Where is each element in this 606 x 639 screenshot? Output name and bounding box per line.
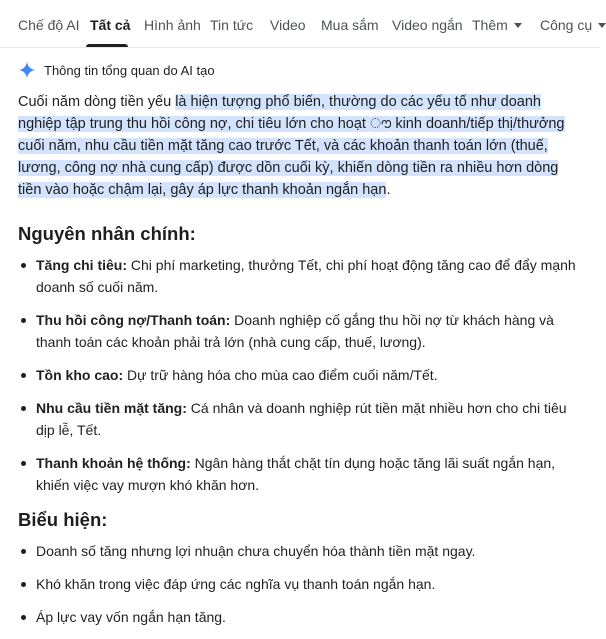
signs-list: [18, 540, 584, 628]
tab-more[interactable]: [472, 17, 522, 33]
item-text: Ngân hàng thắt chặt tín dụng hoặc tăng lãi suất ngắn hạn, khiến việc vay mượn khó khăn hơn.: [36, 455, 556, 493]
item-title: Tồn kho cao:: [36, 367, 124, 383]
list-item: [18, 254, 584, 298]
item-text: Khó khăn trong việc đáp ứng các nghĩa vụ thanh toán ngắn hạn.: [36, 576, 436, 592]
tab-news[interactable]: Tin tức: [210, 17, 254, 33]
ai-overview-header: [18, 59, 215, 81]
item-text: Doanh số tăng nhưng lợi nhuận chưa chuyển hóa thành tiền mặt ngay.: [36, 543, 476, 559]
ai-overview-summary: [18, 91, 584, 201]
gemini-spark-icon: [18, 61, 36, 79]
item-title: Nhu cầu tiền mặt tăng:: [36, 400, 187, 416]
item-title: Thanh khoản hệ thống:: [36, 455, 191, 471]
search-tabs: [0, 0, 600, 48]
item-text: Áp lực vay vốn ngắn hạn tăng.: [36, 609, 226, 625]
tab-ai-mode[interactable]: Chế độ AI: [18, 17, 80, 33]
summary-period: .: [386, 182, 391, 198]
active-tab-indicator: [86, 44, 128, 47]
tab-tools-label: Công cụ: [540, 17, 593, 33]
item-text: Chi phí marketing, thưởng Tết, chi phí hoạt động tăng cao để đẩy mạnh doanh số cuối năm.: [36, 257, 576, 295]
list-item: [18, 397, 584, 441]
list-item: [18, 606, 584, 628]
item-title: Tăng chi tiêu:: [36, 257, 127, 273]
tab-all[interactable]: Tất cả: [90, 17, 131, 33]
tab-tools[interactable]: [540, 17, 606, 33]
summary-subject: Cuối năm dòng tiền yếu: [18, 94, 176, 110]
item-text: Dự trữ hàng hóa cho mùa cao điểm cuối năm/Tết.: [123, 367, 438, 383]
causes-list: [18, 254, 584, 496]
ai-overview-title: Thông tin tổng quan do AI tạo: [44, 62, 215, 78]
chevron-down-icon: [514, 23, 522, 28]
tab-more-label: Thêm: [472, 17, 508, 33]
list-item: [18, 309, 584, 353]
tab-shopping[interactable]: Mua sắm: [321, 17, 379, 33]
item-text: Doanh nghiệp cố gắng thu hồi nợ từ khách hàng và thanh toán các khoản phải trả lớn (nhà cung cấp, thuế, lương).: [36, 312, 554, 350]
causes-heading: Nguyên nhân chính:: [18, 223, 196, 244]
list-item: [18, 540, 584, 562]
summary-highlight-2: kinh doanh/tiếp thị/thưởng cuối năm, nhu cầu tiền mặt tăng cao trước Tết, và các khoản thanh toán lớn (thuế, lương, công nợ nhà cung cấp) được dồn cuối kỳ, khiến dòng tiền ra nhiều hơn dòng tiền vào hoặc chậm lại, gây áp lực thanh khoản ngắn hạn: [18, 116, 565, 198]
ai-overview-content: [18, 91, 584, 639]
tab-images[interactable]: Hình ảnh: [144, 17, 201, 33]
summary-highlight-1: là hiện tượng phổ biến, thường do các yếu tố như doanh nghiệp tập trung thu hồi công nợ, chi tiêu lớn cho hoạt: [18, 94, 541, 132]
list-item: [18, 573, 584, 595]
tab-short-videos[interactable]: Video ngắn: [392, 17, 463, 33]
summary-glyph: ൗ: [369, 116, 392, 132]
list-item: [18, 364, 584, 386]
item-text: Cá nhân và doanh nghiệp rút tiền mặt nhiều hơn cho chi tiêu dịp lễ, Tết.: [36, 400, 567, 438]
chevron-down-icon: [598, 23, 606, 28]
item-title: Thu hồi công nợ/Thanh toán:: [36, 312, 231, 328]
tab-videos[interactable]: Video: [270, 17, 306, 33]
signs-heading: Biểu hiện:: [18, 509, 108, 530]
list-item: [18, 452, 584, 496]
